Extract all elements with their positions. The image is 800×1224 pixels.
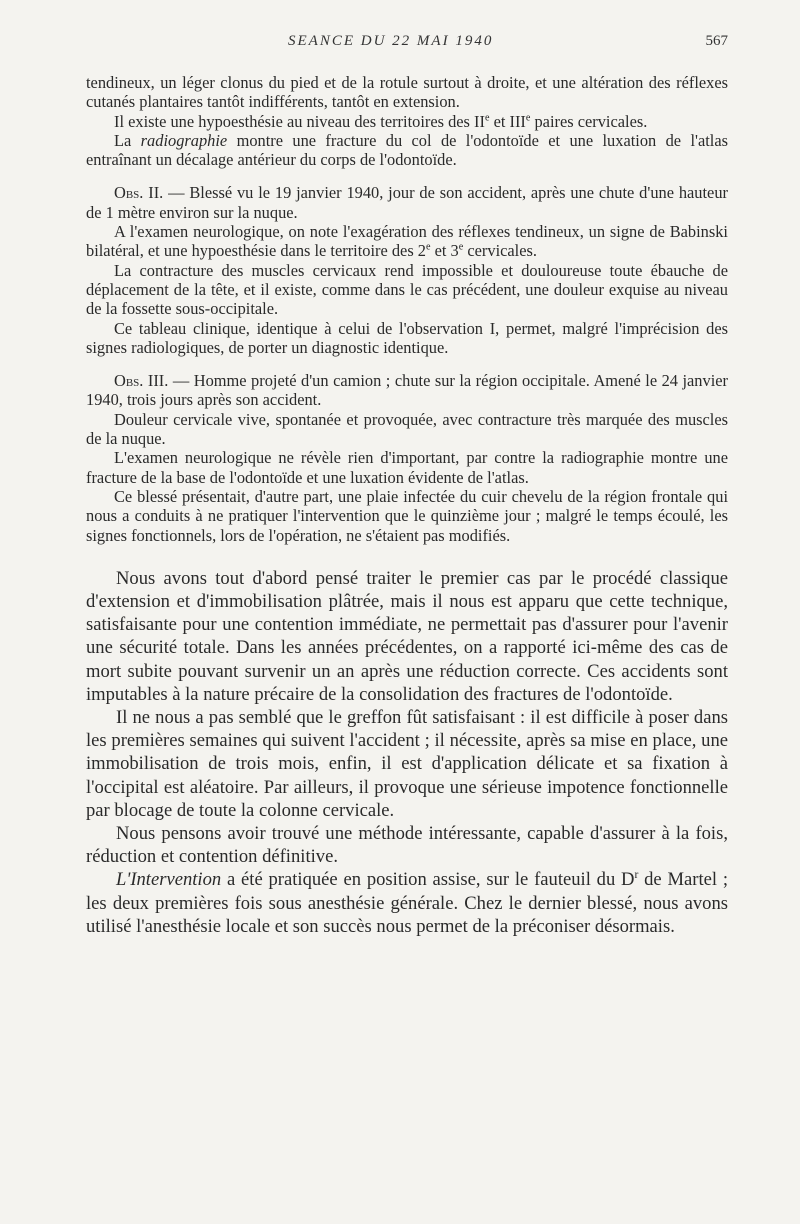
- text-run: La: [114, 130, 141, 150]
- paragraph: L'examen neurologique ne révèle rien d'important, par contre la radiographie montre une fracture de la base de l'odontoïde et une luxation évidente de l'atlas.: [86, 448, 728, 487]
- observation-label: Obs. II.: [114, 183, 164, 203]
- observation-heading-2: [86, 183, 728, 222]
- superscript: r: [634, 869, 639, 882]
- text-run: A l'examen neurologique, on note l'exagération des réflexes tendineux, un signe de Babinski bilatéral, et une hypoesthésie dans le territoire des 2: [86, 222, 728, 261]
- paragraph: [86, 868, 728, 938]
- observation-label: Obs. III.: [114, 371, 169, 391]
- discussion-section: [86, 567, 728, 938]
- text-run: a été pratiquée en position assise, sur le fauteuil du D: [221, 869, 635, 891]
- text-run: cervicales.: [463, 241, 537, 261]
- running-title: SEANCE DU 22 MAI 1940: [288, 33, 494, 49]
- superscript: e: [484, 112, 490, 124]
- observations-section: [86, 73, 728, 545]
- paragraph: [86, 131, 728, 170]
- paragraph: [86, 112, 728, 131]
- page-number: 567: [705, 33, 728, 49]
- paragraph: [86, 222, 728, 261]
- text-run: et III: [489, 111, 526, 131]
- paragraph: Nous avons tout d'abord pensé traiter le premier cas par le procédé classique d'extension et d'immobilisation plâtrée, mais il nous est apparu que cette technique, satisfaisante pour une contention immédiate, ne permettait pas d'assurer pour l'avenir une sécurité totale. Dans les années précédentes, on a rapporté ici-même des cas de mort subite pouvant survenir un an après une réduction correcte. Ces accidents sont imputables à la nature précaire de la consolidation des fractures de l'odontoïde.: [86, 567, 728, 705]
- paragraph: Douleur cervicale vive, spontanée et provoquée, avec contracture très marquée des muscles de la nuque.: [86, 409, 728, 449]
- superscript: e: [525, 112, 531, 124]
- italic-term: L'Intervention: [116, 869, 222, 891]
- paragraph: Ce blessé présentait, d'autre part, une plaie infectée du cuir chevelu de la région frontale qui nous a conduits à ne pratiquer l'intervention que le quinzième jour ; malgré le temps écoulé, les signes fonctionnels, lors de l'opération, ne s'étaient pas modifiés.: [86, 486, 728, 545]
- paragraph: Il ne nous a pas semblé que le greffon fût satisfaisant : il est difficile à poser dans les premières semaines qui suivent l'accident ; il nécessite, après sa mise en place, une immobilisation de trois mois, enfin, il est d'application délicate et sa fixation à l'occipital est aléatoire. Par ailleurs, il provoque une sérieuse impotence fonctionnelle par blocage de toute la colonne cervicale.: [86, 707, 728, 821]
- text-run: de Martel ; les deux premières fois sous anesthésie générale. Chez le dernier blessé, nous avons utilisé l'anesthésie locale et son succès nous permet de la préconiser désormais.: [86, 869, 728, 937]
- paragraph: Ce tableau clinique, identique à celui de l'observation I, permet, malgré l'imprécision des signes radiologiques, de porter un diagnostic identique.: [86, 318, 728, 357]
- text-run: — Homme projeté d'un camion ; chute sur la région occipitale. Amené le 24 janvier 1940, trois jours après son accident.: [86, 371, 728, 410]
- text-run: — Blessé vu le 19 janvier 1940, jour de son accident, après une chute d'une hauteur de 1 mètre environ sur la nuque.: [86, 183, 728, 222]
- paragraph: La contracture des muscles cervicaux rend impossible et douloureuse toute ébauche de déplacement de la tête, et il existe, comme dans le cas précédent, une douleur exquise au niveau de la fossette sous-occipitale.: [86, 260, 728, 319]
- superscript: e: [458, 241, 464, 253]
- observation-heading-3: [86, 371, 728, 410]
- paragraph: tendineux, un léger clonus du pied et de la rotule surtout à droite, et une altération des réflexes cutanés plantaires tantôt indifférents, tantôt en extension.: [86, 73, 728, 112]
- running-header: [0, 33, 800, 55]
- body-text: [86, 73, 728, 938]
- text-run: Il existe une hypoesthésie au niveau des territoires des II: [114, 111, 485, 131]
- paragraph: Nous pensons avoir trouvé une méthode intéressante, capable d'assurer à la fois, réduction et contention définitive.: [86, 823, 728, 868]
- text-run: paires cervicales.: [530, 111, 648, 131]
- italic-term: radiographie: [140, 130, 228, 150]
- text-run: et 3: [430, 241, 459, 261]
- text-run: montre une fracture du col de l'odontoïde et une luxation de l'atlas entraînant un décalage antérieur du corps de l'odontoïde.: [86, 130, 728, 170]
- superscript: e: [426, 241, 431, 253]
